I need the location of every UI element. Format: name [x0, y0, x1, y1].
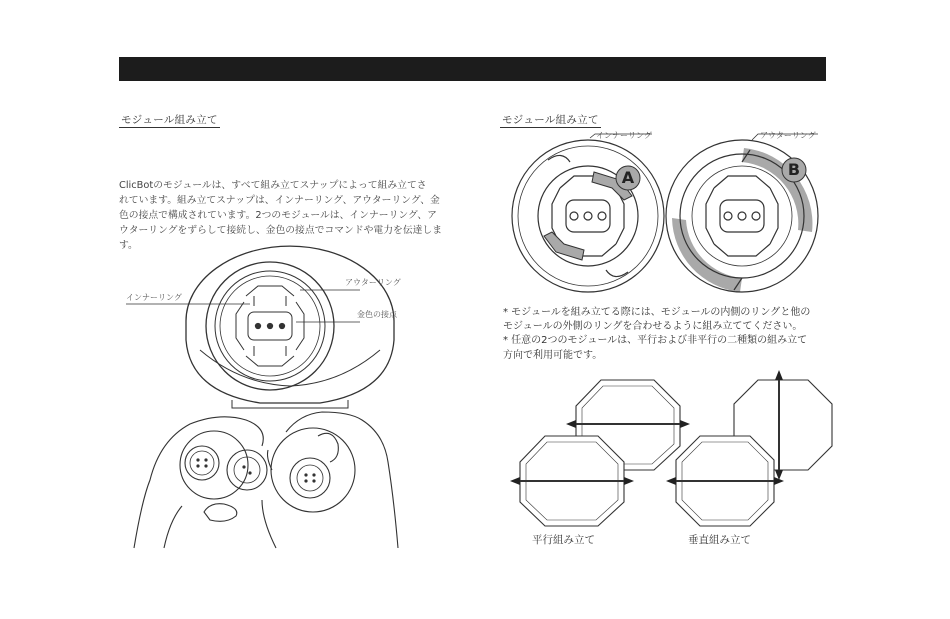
paragraph-line: ウターリングをずらして接続し、金色の接点でコマンドや電力を伝達しま	[119, 225, 443, 236]
caption-parallel: 平行組み立て	[532, 534, 595, 546]
label-outer-ring-left: アウターリング	[345, 278, 401, 287]
note-line: * モジュールを組み立てる際には、モジュールの内側のリングと他の	[503, 307, 811, 318]
label-outer-ring-right: アウターリング	[760, 131, 816, 140]
badge-a: A	[621, 168, 635, 187]
note-line: モジュールの外側のリングを合わせるように組み立ててください。	[503, 321, 803, 333]
right-section-title: モジュール組み立て	[502, 114, 599, 126]
paragraph-line: ClicBotのモジュールは、すべて組み立てスナップによって組み立てさ	[119, 180, 427, 191]
label-gold-contacts: 金色の接点	[357, 310, 397, 319]
label-inner-ring-right: インナーリング	[596, 131, 652, 140]
paragraph-line: れています。組み立てスナップは、インナーリング、アウターリング、金	[119, 195, 440, 206]
left-section-title: モジュール組み立て	[121, 114, 218, 126]
paragraph-line: 色の接点で構成されています。2つのモジュールは、インナーリング、ア	[119, 210, 437, 221]
caption-vertical: 垂直組み立て	[688, 534, 751, 546]
note-line: 方向で利用可能です。	[503, 349, 603, 361]
paragraph-line: す。	[119, 240, 138, 251]
badge-b: B	[787, 160, 801, 179]
note-line: * 任意の2つのモジュールは、平行および非平行の二種類の組み立て	[503, 335, 808, 347]
label-inner-ring-left: インナーリング	[126, 293, 182, 302]
